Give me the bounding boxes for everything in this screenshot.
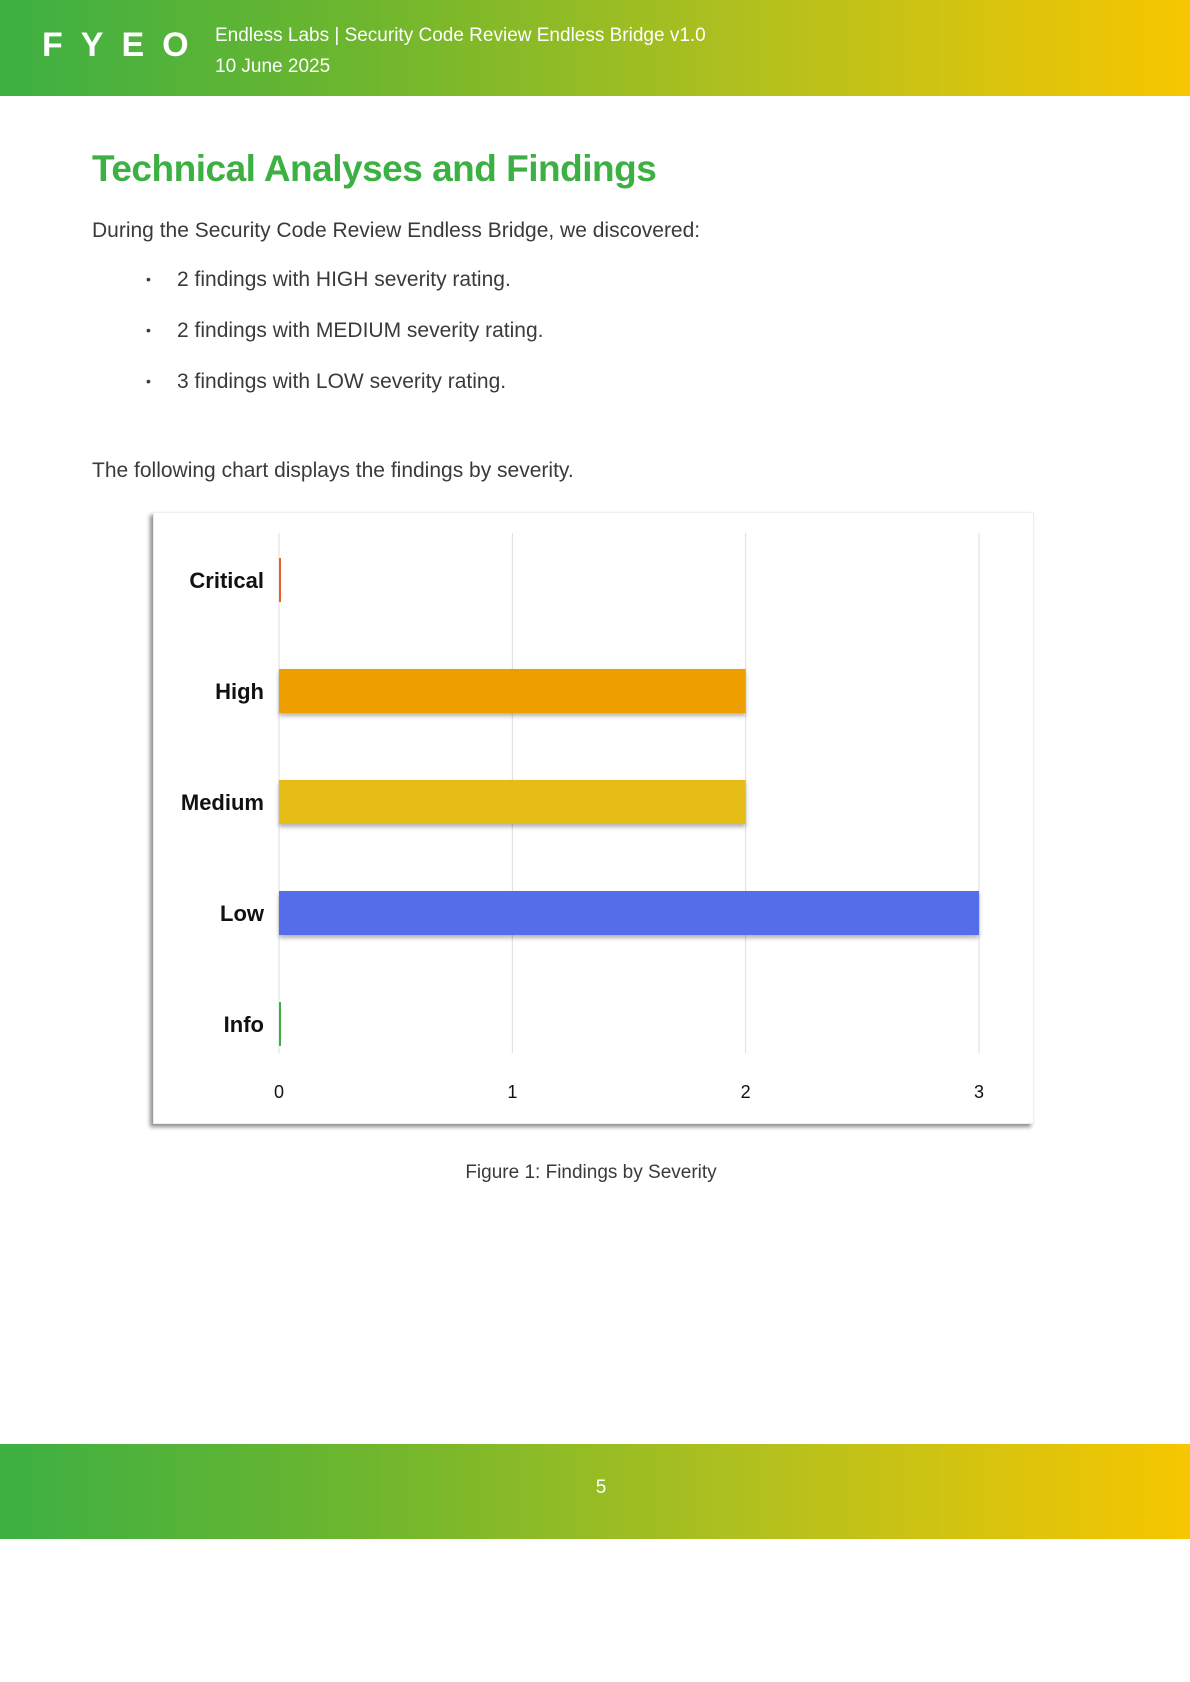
page-title: Technical Analyses and Findings [92, 148, 657, 189]
page-footer [0, 1444, 1190, 1539]
category-label: Medium [180, 790, 264, 815]
figure-caption: Figure 1: Findings by Severity [465, 1162, 717, 1183]
list-item [92, 319, 543, 370]
fyeo-logo: FYEO [42, 26, 207, 64]
list-item [92, 268, 543, 319]
bar-critical [279, 558, 281, 602]
chart-intro-text: The following chart displays the findings by severity. [92, 459, 574, 482]
x-tick-label: 3 [973, 1082, 985, 1102]
category-label: Info [223, 1012, 264, 1037]
bullet-icon: • [146, 373, 151, 389]
list-item [92, 370, 543, 421]
category-label: Critical [189, 568, 264, 593]
findings-list [92, 268, 543, 421]
document-date: 10 June 2025 [215, 56, 331, 77]
category-label: Low [220, 901, 264, 926]
bar-info [279, 1002, 281, 1046]
x-tick-label: 1 [507, 1082, 518, 1102]
intro-text: During the Security Code Review Endless Bridge, we discovered: [92, 219, 701, 242]
header-info [215, 20, 706, 82]
bar-high [279, 669, 746, 713]
bullet-icon: • [146, 271, 151, 287]
chart-canvas [154, 513, 1033, 1123]
finding-text: 2 findings with HIGH severity rating. [177, 268, 511, 291]
x-tick-label: 2 [740, 1082, 751, 1102]
page-header [0, 0, 1190, 96]
page-number: 5 [595, 1477, 607, 1498]
x-tick-label: 0 [273, 1082, 285, 1102]
document-title: Endless Labs | Security Code Review Endless Bridge v1.0 [215, 25, 706, 46]
bullet-icon: • [146, 322, 151, 338]
finding-text: 3 findings with LOW severity rating. [177, 370, 507, 393]
severity-chart [153, 512, 1034, 1124]
finding-text: 2 findings with MEDIUM severity rating. [177, 319, 544, 342]
category-label: High [215, 679, 264, 704]
bar-medium [279, 780, 746, 824]
bar-low [279, 891, 979, 935]
